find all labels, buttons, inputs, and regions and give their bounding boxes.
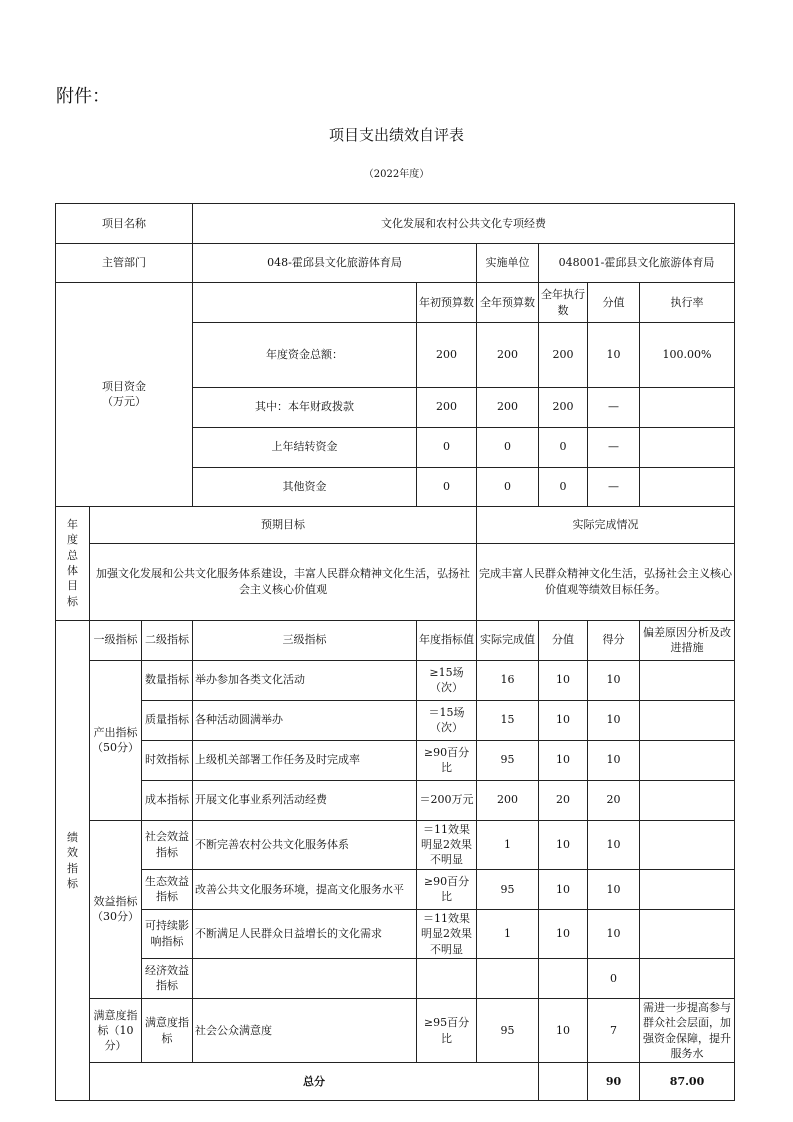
indicator-row: [56, 820, 735, 869]
actual-cell: 95: [477, 998, 539, 1063]
level2-cell: 生态效益指标: [142, 869, 193, 909]
level2-cell: 社会效益指标: [142, 820, 193, 869]
level1-benefit: 效益指标 （30分）: [90, 820, 142, 998]
indicators-label: 绩 效 指 标: [56, 620, 90, 1101]
total-blank: [539, 1063, 588, 1101]
funds-cell: 0: [417, 467, 477, 506]
weight-cell: 10: [539, 998, 588, 1063]
weight-cell: 10: [539, 820, 588, 869]
funds-cell: 0: [539, 427, 588, 467]
indicator-header: 得分: [588, 620, 640, 660]
note-cell: 需进一步提高参与群众社会层面，加强资金保障，提升服务水: [640, 998, 735, 1063]
note-cell: [640, 820, 735, 869]
total-weight: 90: [588, 1063, 640, 1101]
target-cell: ＝200万元: [417, 780, 477, 820]
level2-cell: 可持续影响指标: [142, 909, 193, 958]
note-cell: [640, 740, 735, 780]
page-title: 项目支出绩效自评表: [328, 126, 464, 144]
total-score: 87.00: [640, 1063, 735, 1101]
funds-header: 全年预算数: [477, 283, 539, 323]
evaluation-table: [55, 203, 734, 1089]
score-cell: 0: [588, 958, 640, 998]
target-cell: ＝11效果明显2效果不明显: [417, 820, 477, 869]
level2-cell: 经济效益指标: [142, 958, 193, 998]
indicator-row: [56, 740, 735, 780]
indicator-header: 二级指标: [142, 620, 193, 660]
target-cell: ≥15场（次）: [417, 660, 477, 700]
unit-value: 048001-霍邱县文化旅游体育局: [539, 244, 735, 283]
score-cell: 10: [588, 740, 640, 780]
funds-row-label: 其中：本年财政拨款: [193, 387, 417, 427]
indicator-header: 年度指标值: [417, 620, 477, 660]
funds-cell: 200: [539, 387, 588, 427]
funds-cell: 200: [417, 323, 477, 388]
indicator-row: [56, 958, 735, 998]
funds-cell: 200: [417, 387, 477, 427]
level3-cell: 开展文化事业系列活动经费: [193, 780, 417, 820]
funds-cell: 200: [539, 323, 588, 388]
year-label: （2022年度）: [363, 169, 430, 180]
funds-row-label: 年度资金总额：: [193, 323, 417, 388]
funds-row-label: 上年结转资金: [193, 427, 417, 467]
actual-cell: 95: [477, 869, 539, 909]
weight-cell: [539, 958, 588, 998]
funds-cell: 100.00%: [640, 323, 735, 388]
note-cell: [640, 869, 735, 909]
level3-cell: 不断完善农村公共文化服务体系: [193, 820, 417, 869]
score-cell: 20: [588, 780, 640, 820]
score-cell: 7: [588, 998, 640, 1063]
level2-cell: 满意度指标: [142, 998, 193, 1063]
project-name-label: 项目名称: [56, 204, 193, 244]
score-cell: 10: [588, 820, 640, 869]
actual-cell: 1: [477, 909, 539, 958]
funds-header-blank: [193, 283, 417, 323]
funds-cell: [640, 467, 735, 506]
target-cell: [417, 958, 477, 998]
level2-cell: 质量指标: [142, 700, 193, 740]
level1-output: 产出指标 （50分）: [90, 660, 142, 820]
target-cell: ＝15场（次）: [417, 700, 477, 740]
indicator-header: 一级指标: [90, 620, 142, 660]
dept-label: 主管部门: [56, 244, 193, 283]
funds-header: 年初预算数: [417, 283, 477, 323]
score-cell: 10: [588, 869, 640, 909]
unit-label: 实施单位: [477, 244, 539, 283]
level3-cell: 不断满足人民群众日益增长的文化需求: [193, 909, 417, 958]
goals-label: 年 度 总 体 目 标: [56, 506, 90, 620]
score-cell: 10: [588, 700, 640, 740]
level3-cell: 上级机关部署工作任务及时完成率: [193, 740, 417, 780]
level2-cell: 成本指标: [142, 780, 193, 820]
expected-goal-text: 加强文化发展和公共文化服务体系建设，丰富人民群众精神文化生活，弘扬社会主义核心价值观: [90, 543, 477, 620]
funds-header: 全年执行数: [539, 283, 588, 323]
funds-cell: —: [588, 467, 640, 506]
total-label: 总分: [90, 1063, 539, 1101]
indicator-header: 分值: [539, 620, 588, 660]
project-name-value: 文化发展和农村公共文化专项经费: [193, 204, 735, 244]
note-cell: [640, 780, 735, 820]
level2-cell: 时效指标: [142, 740, 193, 780]
indicator-row: [56, 869, 735, 909]
funds-row-label: 其他资金: [193, 467, 417, 506]
note-cell: [640, 660, 735, 700]
actual-goal-text: 完成丰富人民群众精神文化生活，弘扬社会主义核心价值观等绩效目标任务。: [477, 543, 735, 620]
funds-cell: —: [588, 387, 640, 427]
funds-cell: 0: [477, 427, 539, 467]
actual-cell: 200: [477, 780, 539, 820]
score-cell: 10: [588, 660, 640, 700]
funds-label: 项目资金 （万元）: [56, 283, 193, 507]
funds-cell: 200: [477, 387, 539, 427]
actual-cell: [477, 958, 539, 998]
level3-cell: 举办参加各类文化活动: [193, 660, 417, 700]
expected-goal-header: 预期目标: [90, 506, 477, 543]
funds-cell: 0: [417, 427, 477, 467]
target-cell: ≥90百分比: [417, 869, 477, 909]
level3-cell: 社会公众满意度: [193, 998, 417, 1063]
level3-cell: 各种活动圆满举办: [193, 700, 417, 740]
note-cell: [640, 700, 735, 740]
weight-cell: 10: [539, 740, 588, 780]
score-cell: 10: [588, 909, 640, 958]
weight-cell: 10: [539, 909, 588, 958]
funds-cell: 0: [477, 467, 539, 506]
weight-cell: 20: [539, 780, 588, 820]
indicator-header: 三级指标: [193, 620, 417, 660]
funds-cell: [640, 427, 735, 467]
level3-cell: [193, 958, 417, 998]
weight-cell: 10: [539, 700, 588, 740]
target-cell: ≥90百分比: [417, 740, 477, 780]
actual-cell: 16: [477, 660, 539, 700]
indicator-row: [56, 780, 735, 820]
note-cell: [640, 909, 735, 958]
funds-cell: —: [588, 427, 640, 467]
level2-cell: 数量指标: [142, 660, 193, 700]
indicator-row: [56, 660, 735, 700]
target-cell: ≥95百分比: [417, 998, 477, 1063]
funds-cell: 200: [477, 323, 539, 388]
indicator-row: [56, 909, 735, 958]
funds-cell: 0: [539, 467, 588, 506]
indicator-row: [56, 998, 735, 1063]
dept-value: 048-霍邱县文化旅游体育局: [193, 244, 477, 283]
level1-satisfaction: 满意度指标（10分）: [90, 998, 142, 1063]
funds-header: 分值: [588, 283, 640, 323]
note-cell: [640, 958, 735, 998]
actual-cell: 95: [477, 740, 539, 780]
actual-cell: 1: [477, 820, 539, 869]
funds-cell: [640, 387, 735, 427]
attachment-label: 附件：: [56, 86, 110, 107]
actual-goal-header: 实际完成情况: [477, 506, 735, 543]
indicator-header: 实际完成值: [477, 620, 539, 660]
indicator-header: 偏差原因分析及改进措施: [640, 620, 735, 660]
weight-cell: 10: [539, 869, 588, 909]
actual-cell: 15: [477, 700, 539, 740]
funds-cell: 10: [588, 323, 640, 388]
indicator-row: [56, 700, 735, 740]
target-cell: ＝11效果明显2效果不明显: [417, 909, 477, 958]
funds-header: 执行率: [640, 283, 735, 323]
level3-cell: 改善公共文化服务环境，提高文化服务水平: [193, 869, 417, 909]
weight-cell: 10: [539, 660, 588, 700]
